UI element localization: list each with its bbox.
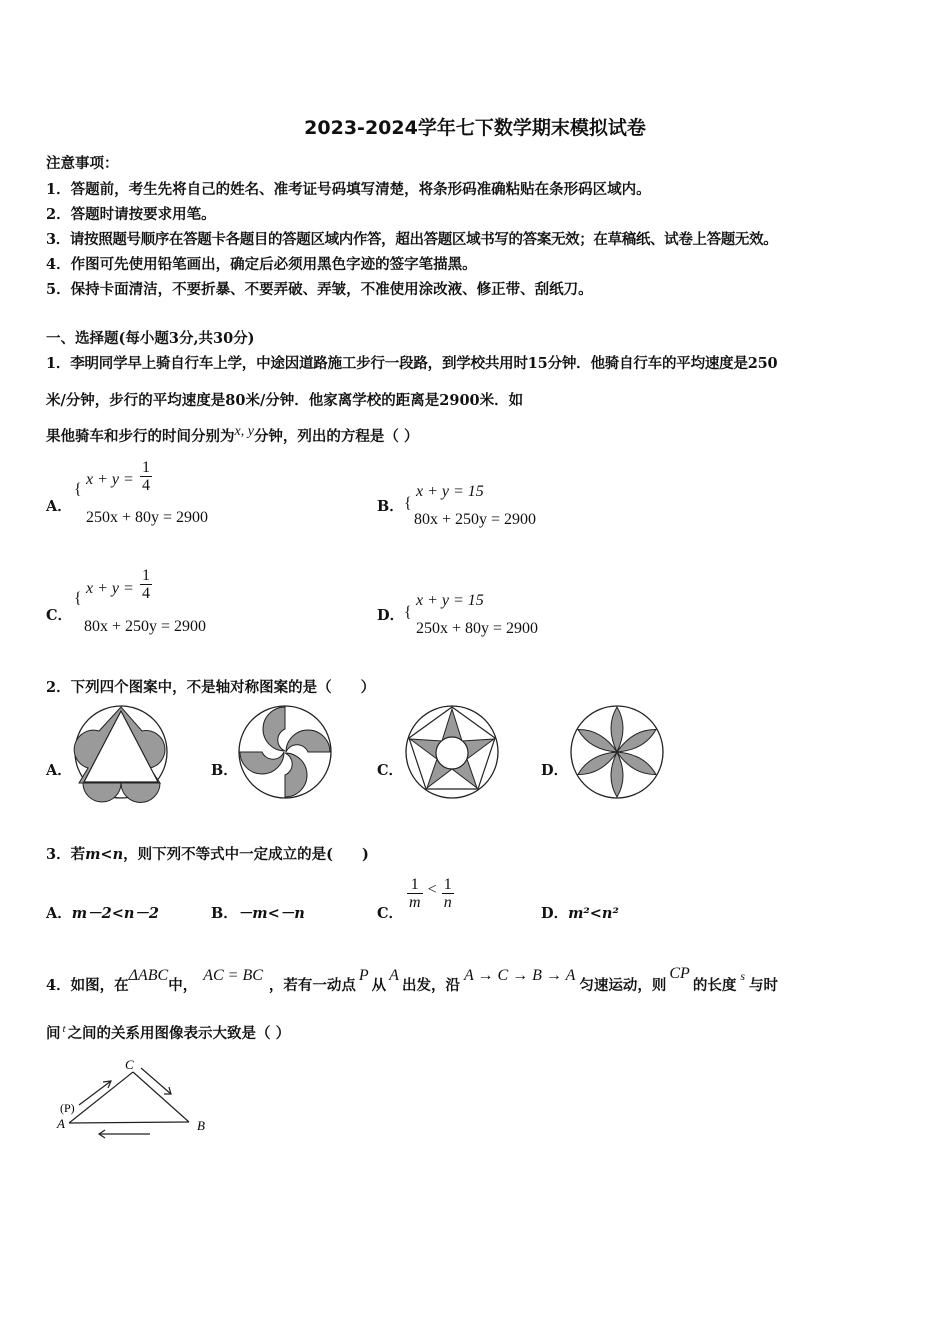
q1-option-a-label[interactable]: A． — [46, 498, 72, 515]
side-ac — [69, 1072, 133, 1123]
q4-point-p: P — [358, 967, 369, 984]
q1-option-a-eq2: 250x + 80y = 2900 — [86, 509, 209, 526]
brace-icon: { — [404, 604, 412, 621]
side-cb — [133, 1072, 189, 1122]
arcs-triangle-icon — [74, 706, 167, 803]
frac-num: 1 — [443, 876, 452, 893]
q1-line1: 1．李明同学早上骑自行车上学，中途因道路施工步行一段路，到学校共用时15分钟．他骑自行车的平均速度是250 — [46, 355, 778, 372]
star-pentagon-icon — [406, 706, 498, 798]
q1-option-c-fraction — [140, 567, 152, 602]
q4-t: t — [62, 1023, 66, 1035]
notice-item: 4．作图可先使用铅笔画出，确定后必须用黑色字迹的签字笔描黑。 — [46, 256, 477, 273]
frac-den: m — [409, 894, 421, 911]
frac-den: n — [443, 894, 452, 911]
q4-text: 出发，沿 — [401, 977, 460, 994]
q1-line3 — [46, 425, 419, 446]
q4-stem-line2 — [46, 1022, 290, 1043]
q4-point-a: A — [389, 967, 399, 984]
q3-option-b — [211, 902, 305, 923]
q1-option-c-eq1: x + y = — [86, 580, 134, 597]
q1-line3-tail: 分钟，列出的方程是（ ） — [253, 428, 419, 445]
q4-stem-line1 — [46, 965, 778, 995]
notice-item: 3．请按照题号顺序在答题卡各题目的答题区域内作答，超出答题区域书写的答案无效；在草稿纸、试卷上答题无效。 — [46, 231, 778, 248]
frac-den: 4 — [142, 477, 150, 494]
q1-option-c-eq2: 80x + 250y = 2900 — [84, 618, 207, 635]
q4-text: 间 — [46, 1025, 61, 1042]
side-ab — [69, 1122, 189, 1123]
q3-option-a-label[interactable]: A． — [46, 905, 72, 922]
q4-text: 4．如图，在 — [46, 977, 129, 994]
q2-option-c-label[interactable]: C． — [377, 762, 404, 779]
label-a: A — [57, 1116, 65, 1131]
q3-option-b-label[interactable]: B． — [211, 905, 238, 922]
q3-option-d-label[interactable]: D． — [541, 905, 569, 922]
six-petal-flower-icon — [571, 706, 663, 798]
q1-option-a-eq1 — [86, 471, 134, 489]
q4-triangle-figure — [55, 1055, 215, 1140]
q2-stem: 2．下列四个图案中，不是轴对称图案的是（ ） — [46, 679, 376, 696]
q2-option-d-label[interactable]: D． — [541, 762, 569, 779]
q3-stem-text: 3．若 — [46, 846, 86, 863]
q3-option-c-expr — [407, 876, 454, 911]
q1-option-d-label[interactable]: D． — [377, 607, 405, 624]
label-p: (P) — [60, 1101, 75, 1115]
q1-option-c-label[interactable]: C． — [46, 607, 73, 624]
q1-option-b-eq1: x + y = 15 — [416, 483, 484, 500]
section-heading: 一、选择题(每小题3分,共30分) — [46, 330, 255, 347]
notice-item: 1．答题前，考生先将自己的姓名、准考证号码填写清楚，将条形码准确粘贴在条形码区域内。 — [46, 181, 651, 198]
q2-figure-a — [74, 705, 170, 801]
notice-item: 2．答题时请按要求用笔。 — [46, 206, 216, 223]
q1-option-b-label[interactable]: B． — [377, 498, 404, 515]
q4-equation: AC = BC — [203, 967, 263, 984]
arrow-cb — [141, 1068, 171, 1094]
q4-triangle: ΔABC — [128, 967, 169, 984]
q4-text: 之间的关系用图像表示大致是（ ） — [67, 1025, 291, 1042]
q1-option-d-eq1: x + y = 15 — [416, 592, 484, 609]
eq1-text: x + y = — [86, 471, 134, 488]
brace-icon: { — [74, 481, 82, 498]
yin-yang-swirl-icon — [239, 706, 331, 798]
q1-line2: 米/分钟，步行的平均速度是80米/分钟．他家离学校的距离是2900米．如 — [46, 392, 524, 409]
q1-option-a-fraction — [140, 459, 152, 494]
q3-option-c-label[interactable]: C． — [377, 905, 404, 922]
label-c: C — [125, 1057, 134, 1072]
q2-option-a-label[interactable]: A． — [46, 762, 72, 779]
q3-option-a-text: m－2<n－2 — [71, 905, 159, 922]
q4-s: s — [740, 969, 745, 983]
q1-option-d-eq2: 250x + 80y = 2900 — [416, 620, 539, 637]
q3-option-b-text: －m<－n — [237, 905, 305, 922]
frac-num: 1 — [407, 876, 423, 894]
q4-text: 的长度 — [692, 977, 737, 994]
q1-line3-text: 果他骑车和步行的时间分别为 — [46, 428, 235, 445]
q1-vars: x, y — [234, 424, 254, 439]
q4-cp: CP — [669, 965, 690, 982]
frac-den: 4 — [142, 585, 150, 602]
q2-figure-c — [405, 705, 501, 801]
notice-item: 5．保持卡面清洁，不要折暴、不要弄破、弄皱，不准使用涂改液、修正带、刮纸刀。 — [46, 281, 593, 298]
q2-option-b-label[interactable]: B． — [211, 762, 238, 779]
q3-stem — [46, 843, 369, 864]
q4-text: 匀速运动，则 — [579, 977, 667, 994]
q4-text: 从 — [371, 977, 387, 994]
q3-option-d — [541, 902, 619, 923]
q4-path: A → C → B → A — [463, 967, 576, 984]
q3-option-a — [46, 902, 159, 923]
q2-figure-b — [238, 705, 334, 801]
q3-stem-tail: ，则下列不等式中一定成立的是( ) — [123, 846, 369, 863]
brace-icon: { — [74, 590, 82, 607]
label-b: B — [197, 1118, 205, 1133]
q4-text: 中， — [168, 977, 198, 994]
q3-condition: m<n — [85, 846, 124, 863]
page-title: 2023-2024学年七下数学期末模拟试卷 — [304, 117, 646, 139]
frac-num: 1 — [142, 567, 150, 584]
q1-option-b-eq2: 80x + 250y = 2900 — [414, 511, 537, 528]
q4-text: 与时 — [749, 977, 778, 994]
q4-text: ，若有一动点 — [268, 977, 356, 994]
notice-heading: 注意事项： — [46, 155, 119, 172]
q2-figure-d — [570, 705, 666, 801]
relation: < — [427, 880, 437, 898]
brace-icon: { — [404, 495, 412, 512]
frac-num: 1 — [142, 459, 150, 476]
q3-option-d-text: m²<n² — [568, 905, 619, 922]
